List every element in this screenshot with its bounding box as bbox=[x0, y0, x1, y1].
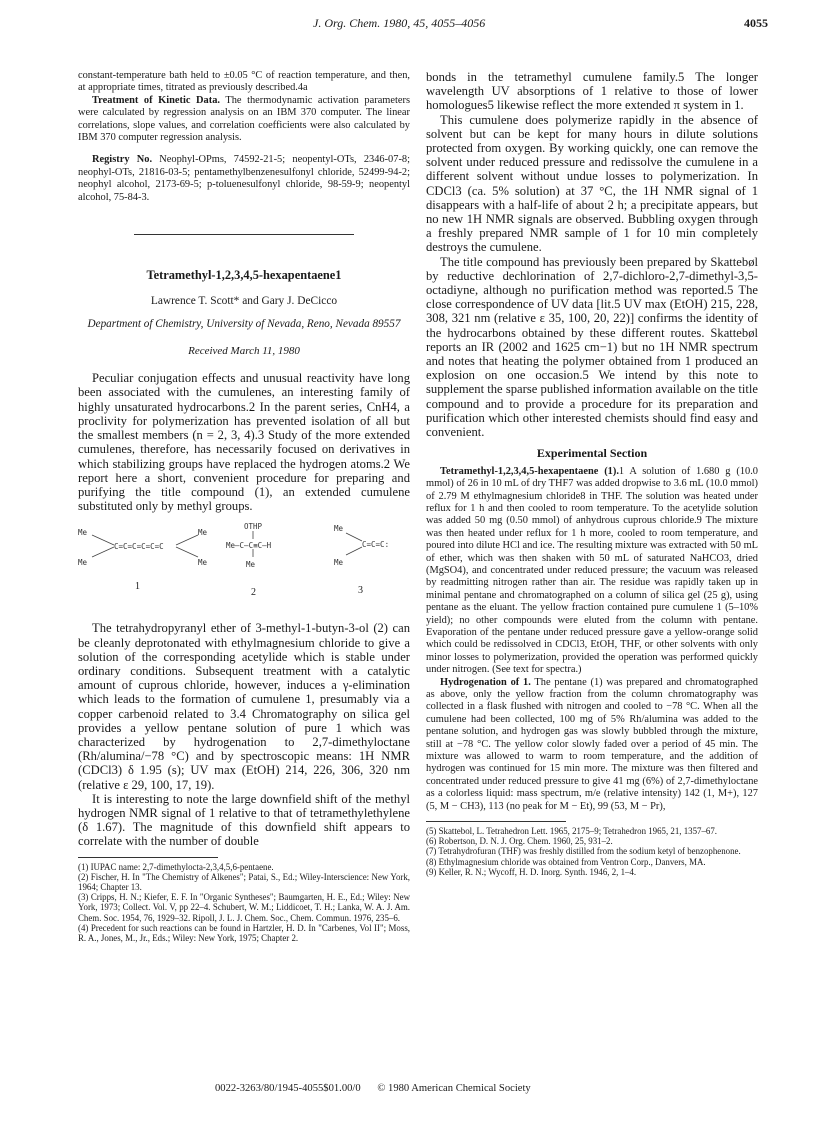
intro-paragraph-3: It is interesting to note the large downfield shift of the methyl hydrogen NMR signal of 1 relative to that of tetramethylethylene (δ 1.67). The magnitude of this downfield shift appears to correlate with the number of double bbox=[78, 791, 410, 849]
author-affiliation: Department of Chemistry, University of Nevada, Reno, Nevada 89557 bbox=[87, 317, 401, 330]
kinetic-text: The thermodynamic activation parameters were calculated by regression analysis on an IBM 370 computer. The linear correlations, slope values, and correlation coefficients were also calculated by IBM 370 computer regression analysis. bbox=[78, 94, 410, 144]
right-paragraph-2: This cumulene does polymerize rapidly in the absence of solvent but can be kept for many hours in dilute solutions protected from oxygen. By working quickly, one can remove the solvent under reduced pressure and redissolve the cumulene in a different solvent without undue losses to polymerization. In CDCl3 (ca. 5% solution) at 37 °C, the 1H NMR signal of 1 disappears with a half-life of about 2 h; a precipitate appears, but no new 1H NMR signals are observed. Bubbling oxygen through a freshly prepared NMR sample of 1 for 10 min completely destroys the cumulene. bbox=[426, 112, 758, 255]
footnote: (6) Robertson, D. N. J. Org. Chem. 1960, 25, 931–2. bbox=[426, 836, 613, 847]
registry-paragraph bbox=[78, 154, 410, 204]
experimental-paragraph-1 bbox=[426, 466, 758, 677]
footnote: (7) Tetrahydrofuran (THF) was freshly distilled from the sodium ketyl of benzophenone. bbox=[426, 846, 741, 857]
experimental-paragraph-2 bbox=[426, 677, 758, 813]
section-divider bbox=[134, 234, 354, 235]
footnote: (5) Skattebol, L. Tetrahedron Lett. 1965, 2175–9; Tetrahedron 1965, 21, 1357–67. bbox=[426, 826, 718, 837]
continued-paragraph: constant-temperature bath held to ±0.05 °C of reaction temperature, and then, at appropriate times, titrated as previously described.4a bbox=[78, 70, 410, 94]
s1-me-bottom-right: Me bbox=[198, 558, 208, 568]
s1-me-top-left: Me bbox=[78, 528, 88, 538]
s2-label: 2 bbox=[251, 587, 256, 599]
price-code: 0022-3263/80/1945-4055$01.00/0 bbox=[215, 1083, 361, 1094]
chemical-structures bbox=[78, 519, 410, 617]
article-title: Tetramethyl-1,2,3,4,5-hexapentaene1 bbox=[146, 268, 342, 283]
s1-me-top-right: Me bbox=[198, 528, 208, 538]
structure-bonds bbox=[78, 519, 410, 617]
intro-paragraph-2: The tetrahydropyranyl ether of 3-methyl-1-butyn-3-ol (2) can be cleanly deprotonated with ethylmagnesium chloride to give a solution of the corresponding acetylide which is stable under ordinary conditions. Subsequent treatment with a catalytic amount of cuprous chloride, however, induces a γ-elimination which leads to the formation of cumulene 1, presumably via a copper carbenoid related to 3.4 Chromatography on silica gel provides a yellow pentane solution of pure 1 which was characterized by hydrogenation to 2,7-dimethyloctane (Rh/alumina/−78 °C) and by spectroscopic means: 1H NMR (CDCl3) δ 1.95 (s); UV max (EtOH) 214, 226, 306, 320 nm (relative ε 29, 100, 17, 19). bbox=[78, 621, 410, 792]
s2-me: Me bbox=[246, 560, 256, 570]
intro-paragraph-1: Peculiar conjugation effects and unusual reactivity have long been associated with the cumulenes, an interesting family of highly unsaturated hydrocarbons.2 In the parent series, CnH4, a proclivity for polymerization has prevented isolation of all but the smallest members (n = 2, 3, 4).3 Study of the more extended cumulenes, therefore, has necessarily focused on derivatives in which stabilizing groups have replaced the hydrogen atoms.2 We report here a short, convenient procedure for preparing and purifying the title compound (1), an extended cumulene substituted only by methyl groups. bbox=[78, 371, 410, 514]
footnote-divider bbox=[426, 821, 566, 822]
exp1-text: 1 A solution of 1.680 g (10.0 mmol) of 26 in 10 mL of dry THF7 was added dropwise to 3.6 mL (10.0 mmol) of 2.79 M ethylmagnesium chloride8 in THF. The solution was heated under reflux for 1 h and then cooled to room temperature. To the acetylide solution was added 50 mg (0.50 mmol) of anhydrous cuprous chloride.9 The mixture was then heated under reflux for 1 h more, cooled to room temperature, and poured into dilute HCl and ice. The resulting mixture was extracted with 50 mL of ether, which was then shaken with 50 mL of saturated NaHCO3, dried (MgSO4), and concentrated under reduced pressure; the vacuum was released by readmitting nitrogen rather than air. The residue was rapidly taken up in minimal pentane and chromatographed on a column of silica gel (25 g), using pentane as the eluant. The yellow fraction contained pure cumulene 1 (5–10% yield); no other compounds were eluted from the column with pentane. Evaporation of the pentane under reduced pressure gave a yellow-orange solid which could be redissolved in CDCl3, EtOH, THF, or other solvents with only minor losses to polymerization, provided the operation was performed quickly under nitrogen. (See text for spectra.) bbox=[426, 465, 758, 676]
exp2-text: The pentane (1) was prepared and chromatographed as above, only the yellow fraction from the column chromatography was collected in a flask flushed with nitrogen and cooled to −78 °C. When all the cumulene had been collected, 100 mg of 5% Rh/alumina was added to the pentane solution, and hydrogen gas was slowly bubbled through the mixture, still at −78 °C. The yellow color slowly faded over a period of 45 min. The mixture was allowed to warm to room temperature, and the addition of hydrogen was continued for 15 min more. The mixture was then filtered and concentrated under reduced pressure to give 41 mg (6%) of 2,7-dimethyloctane as a colorless liquid: mass spectrum, m/e (relative intensity) 142 (1, M+), 127 (5, M − CH3), 113 (no peak for M − Et), 99 (53, M − Pr), bbox=[426, 676, 758, 812]
right-paragraph-3: The title compound has previously been prepared by Skattebøl by reductive dechlorination of 2,7-dichloro-2,7-dimethyl-3,5-octadiyne, although no purification method was reported.5 The close correspondence of UV data [lit.5 UV max (EtOH) 215, 228, 308, 321 nm (relative ε 35, 100, 20, 22)] confirms the identity of the hydrocarbons obtained by these different routes. Skattebøl reports an IR (2002 and 1625 cm−1) but no 1H NMR spectrum and notes that heating the polymer obtained from 1 produced an explosion on one occasion.5 We intend by this note to supplement the sparse published information available on the title compound and to provide a procedure for its preparation and purification which other interested chemists should find easy and convenient. bbox=[426, 254, 758, 440]
s3-label: 3 bbox=[358, 585, 363, 597]
registry-heading: Registry No. bbox=[92, 154, 153, 166]
journal-citation: J. Org. Chem. 1980, 45, 4055–4056 bbox=[313, 16, 486, 30]
footnote-divider bbox=[78, 857, 218, 858]
exp1-heading: Tetramethyl-1,2,3,4,5-hexapentaene (1). bbox=[440, 465, 619, 477]
right-paragraph-1: bonds in the tetramethyl cumulene family.5 The longer wavelength UV absorptions of 1 relative to those of lower homologues5 likewise reflect the more extended π system in 1. bbox=[426, 70, 758, 113]
exp2-heading: Hydrogenation of 1. bbox=[440, 676, 531, 688]
footnote: (1) IUPAC name: 2,7-dimethylocta-2,3,4,5,6-pentaene. bbox=[78, 861, 274, 872]
experimental-heading: Experimental Section bbox=[536, 446, 648, 461]
s3-me-top: Me bbox=[334, 524, 344, 534]
running-header bbox=[78, 16, 768, 32]
footnote: (3) Cripps, H. N.; Kiefer, E. F. In "Organic Syntheses"; Baumgarten, H. E., Ed.; Wiley: New York, 1973; Collect. Vol. V, pp 22–4. Schubert, W. M.; Liddicoet, T. H.; Lanka, W. A. J. Am. Chem. Soc. 1954, 76, 1929–32. Ripoll, J. L. J. Chem. Soc., Chem. Commun. 1976, 235–6. bbox=[78, 892, 410, 923]
s1-me-bottom-left: Me bbox=[78, 558, 88, 568]
article-authors: Lawrence T. Scott* and Gary J. DeCicco bbox=[150, 295, 338, 308]
footnote: (8) Ethylmagnesium chloride was obtained from Ventron Corp., Danvers, MA. bbox=[426, 856, 706, 867]
s3-me-bottom: Me bbox=[334, 558, 344, 568]
footnote: (9) Keller, R. N.; Wycoff, H. D. Inorg. Synth. 1946, 2, 1–4. bbox=[426, 866, 637, 877]
s1-chain: C=C=C=C=C=C bbox=[114, 542, 164, 552]
copyright: © 1980 American Chemical Society bbox=[377, 1083, 531, 1094]
s1-label: 1 bbox=[135, 581, 140, 593]
kinetic-paragraph bbox=[78, 95, 410, 145]
page-footer bbox=[215, 1083, 545, 1094]
page-number: 4055 bbox=[744, 16, 768, 30]
footnote: (4) Precedent for such reactions can be found in Hartzler, H. D. In "Carbenes, Vol II"; Moss, R. A., Jones, M., Jr., Eds.; Wiley: New York, 1975; Chapter 2. bbox=[78, 922, 410, 943]
footnote: (2) Fischer, H. In "The Chemistry of Alkenes"; Patai, S., Ed.; Wiley-Interscience: New York, 1964; Chapter 13. bbox=[78, 871, 410, 892]
registry-text: Neophyl-OPms, 74592-21-5; neopentyl-OTs, 2346-07-8; neophyl-OTs, 21816-03-5; pentamethylbenzenesulfonyl chloride, 52499-94-2; neophyl alcohol, 2173-69-5; p-toluenesulfonyl chloride, 98-59-9; neopentyl alcohol, 75-84-3. bbox=[78, 154, 410, 203]
s2-othp: OTHP bbox=[244, 522, 263, 532]
s2-chain: Me—C—C≡C—H bbox=[226, 541, 272, 551]
s3-chain: C=C=C: bbox=[362, 540, 390, 550]
received-date: Received March 11, 1980 bbox=[188, 344, 300, 357]
kinetic-heading: Treatment of Kinetic Data. bbox=[92, 94, 220, 106]
right-column bbox=[426, 70, 758, 877]
left-column bbox=[78, 70, 410, 943]
